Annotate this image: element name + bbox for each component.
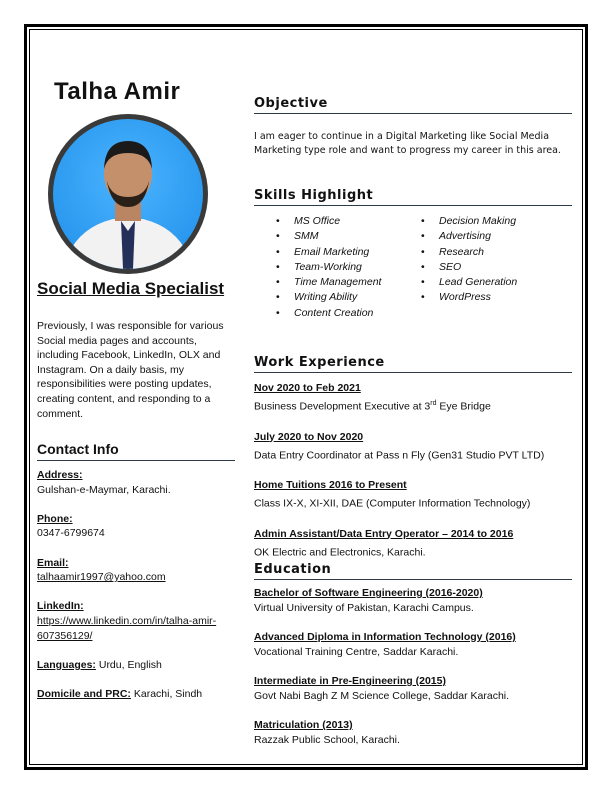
contact-heading: Contact Info <box>37 441 235 461</box>
contact-info <box>37 468 237 702</box>
education-degree: Intermediate in Pre-Engineering (2015) <box>254 675 446 687</box>
domicile-label: Domicile and PRC: <box>37 687 131 700</box>
education-degree: Bachelor of Software Engineering (2016-2020) <box>254 587 483 599</box>
education-entry <box>254 630 574 660</box>
work-desc-text: Class IX-X, XI-XII, DAE (Computer Information Technology) <box>254 497 531 510</box>
education-entry <box>254 586 574 616</box>
work-description <box>254 493 574 512</box>
education-school: Razzak Public School, Karachi. <box>254 734 400 746</box>
objective-heading: Objective <box>254 96 572 114</box>
linkedin-label: LinkedIn: <box>37 600 84 613</box>
languages-value: Urdu, English <box>95 658 162 671</box>
education-entry <box>254 674 574 704</box>
skill-item: • MS Office <box>276 214 381 229</box>
work-heading: Work Experience <box>254 355 572 373</box>
work-list <box>254 381 574 575</box>
skill-item: • Content Creation <box>276 306 381 321</box>
skill-item: • WordPress <box>421 290 517 305</box>
work-period: Home Tuitions 2016 to Present <box>254 479 407 491</box>
work-description <box>254 542 574 561</box>
skill-item: • SMM <box>276 229 381 244</box>
education-school: Govt Nabi Bagh Z M Science College, Saddar Karachi. <box>254 690 510 702</box>
work-desc-text-end: Eye Bridge <box>436 400 491 413</box>
work-entry <box>254 478 574 512</box>
phone-value: 0347-6799674 <box>37 527 105 540</box>
work-desc-text: Business Development Executive at 3 <box>254 400 431 413</box>
profile-photo <box>48 114 208 274</box>
work-description <box>254 396 574 415</box>
candidate-name: Talha Amir <box>54 78 181 105</box>
work-entry <box>254 381 574 415</box>
job-title: Social Media Specialist <box>37 279 225 298</box>
skill-item: • Lead Generation <box>421 275 517 290</box>
education-school: Vocational Training Centre, Saddar Karachi. <box>254 646 459 658</box>
work-period: Nov 2020 to Feb 2021 <box>254 382 361 394</box>
languages-label: Languages: <box>37 658 96 671</box>
education-degree: Advanced Diploma in Information Technology (2016) <box>254 631 516 643</box>
work-description <box>254 445 574 464</box>
skills-heading: Skills Highlight <box>254 188 572 206</box>
skill-item: • Team-Working <box>276 260 381 275</box>
skill-item: • SEO <box>421 260 517 275</box>
work-period: July 2020 to Nov 2020 <box>254 430 364 443</box>
education-list <box>254 586 574 762</box>
address-value: Gulshan-e-Maymar, Karachi. <box>37 483 171 496</box>
skill-item: • Email Marketing <box>276 245 381 260</box>
linkedin-link[interactable]: https://www.linkedin.com/in/talha-amir-607356129/ <box>37 614 217 642</box>
education-school: Virtual University of Pakistan, Karachi Campus. <box>254 602 474 614</box>
work-period: Admin Assistant/Data Entry Operator – 2014 to 2016 <box>254 527 514 540</box>
email-link[interactable]: talhaamir1997@yahoo.com <box>37 571 166 584</box>
summary: Previously, I was responsible for various Social media pages and accounts, including Facebook, LinkedIn, OLX and Instagram. On a daily basis, my responsibilities were posting updates, creating content, and responding to a comment. <box>37 320 224 420</box>
skill-item: • Advertising <box>421 229 517 244</box>
work-desc-text: Data Entry Coordinator at Pass n Fly (Gen31 Studio PVT LTD) <box>254 449 545 461</box>
email-label: Email: <box>37 556 69 569</box>
phone-label: Phone: <box>37 512 73 525</box>
skill-item: • Decision Making <box>421 214 517 229</box>
education-entry <box>254 718 574 748</box>
education-degree: Matriculation (2013) <box>254 719 353 731</box>
work-entry <box>254 430 574 464</box>
skill-item: • Research <box>421 245 517 260</box>
domicile-value: Karachi, Sindh <box>130 687 203 700</box>
work-entry <box>254 527 574 561</box>
work-desc-text: OK Electric and Electronics, Karachi. <box>254 546 426 558</box>
skills-list-1 <box>276 214 381 321</box>
skill-item: • Writing Ability <box>276 290 381 305</box>
skills-list-2 <box>421 214 517 306</box>
objective-text: I am eager to continue in a Digital Marketing like Social Media Marketing type role and want to progress my career in this area. <box>254 131 561 156</box>
address-label: Address: <box>37 469 83 481</box>
work-desc-sup: rd <box>430 400 437 407</box>
education-heading: Education <box>254 562 572 580</box>
skill-item: • Time Management <box>276 275 381 290</box>
